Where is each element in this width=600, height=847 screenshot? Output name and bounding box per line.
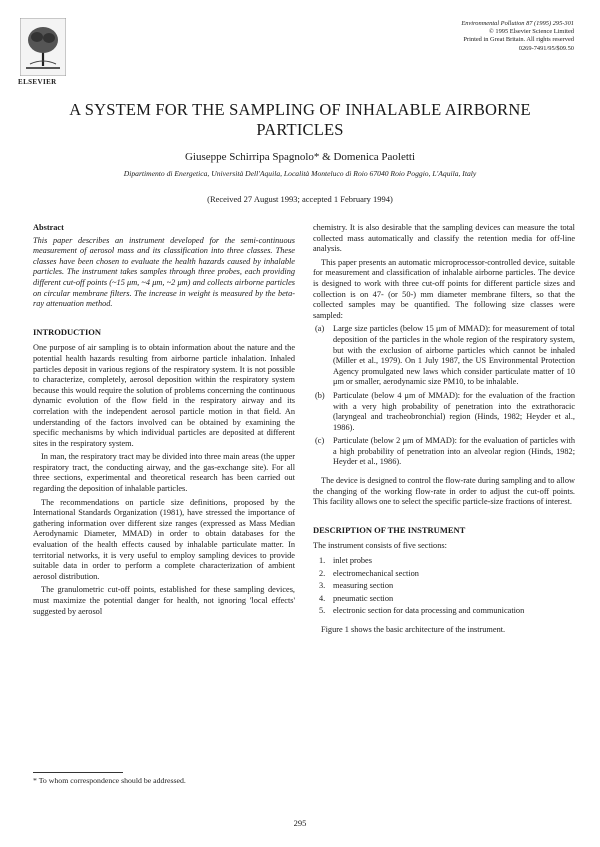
intro-paragraph-4: The granulometric cut-off points, established for these sampling devices, must maximize the potential danger for health, not ignoring 'local effects' suggested by aerosol — [33, 585, 295, 616]
footnote-divider — [33, 772, 123, 773]
right-paragraph-3: The device is designed to control the flow-rate during sampling and to allow the changing of the working flow-rate in order to adjust the cut-off points. This facility allows one to select the specific particle-size fractions of interest. — [313, 476, 575, 507]
list-item-number: 2. — [319, 568, 326, 578]
printed-line: Printed in Great Britain. All rights reserved — [463, 36, 574, 44]
intro-paragraph-2: In man, the respiratory tract may be divided into three main areas (the upper respiratory tract, the conducting airway, and the gas-exchange site). For all three sections, experimental and theoretical research has been carried out regarding the deposition of inhalable particles. — [33, 452, 295, 494]
intro-paragraph-1: One purpose of air sampling is to obtain information about the nature and the potential health hazards resulting from airborne particle inhalation. Inhaled particles deposit in various regions of the respiratory system. It is not possible to characterize, completely, aerosol deposition within the respiratory system because this would require the solution of problems concerning the continuous dynamic evolution of the flow field in the respiratory airway and its correlation with the independent aerosol particle motion in that field. An understanding of the factors involved can be obtained by examining the specific mechanisms by which individual particles are deposited at different sites in the respiratory system. — [33, 343, 295, 448]
list-item-number: 4. — [319, 593, 326, 603]
abstract-heading: Abstract — [33, 223, 64, 232]
list-item-text: inlet probes — [333, 556, 372, 566]
article-title: A SYSTEM FOR THE SAMPLING OF INHALABLE AIRBORNE PARTICLES — [69, 100, 531, 139]
article-authors: Giuseppe Schirripa Spagnolo* & Domenica Paoletti — [184, 151, 416, 163]
footnote: * To whom correspondence should be addressed. — [33, 776, 186, 785]
list-item-text: electromechanical section — [333, 568, 419, 578]
list-item — [313, 556, 575, 567]
intro-paragraph-3: The recommendations on particle size definitions, proposed by the International Standards Organization (1981), have stressed the importance of gathering information over different size ranges (expressed as Mass Median Aerodynamic Diameter, MMAD) in order to obtain databases for the evaluation of the health effects caused by inhalable particulate matter. In territorial networks, it is very useful to employ sampling devices to provide suitable data in order to perform a complete characterization of ambient aerosol distribution. — [33, 497, 295, 581]
list-item-text: Large size particles (below 15 μm of MMAD): for measurement of total deposition of the particles in the whole region of the respiratory system, but with the exclusion of airborne particles which cannot be inhaled (Miller et al., 1979). On 1 July 1987, the US Environmental Protection Agency promulgated new laws which consider particulate matter of 10 μm or smaller, aerodynamic size PM10, to be inhalable. — [333, 324, 575, 387]
publisher-name: ELSEVIER — [18, 78, 57, 86]
received-dates: (Received 27 August 1993; accepted 1 February 1994) — [207, 194, 393, 204]
size-class-list — [313, 324, 575, 468]
list-item-text: pneumatic section — [333, 593, 394, 603]
journal-citation: Environmental Pollution 87 (1995) 295-301 — [461, 20, 574, 27]
list-item-mark: (b) — [315, 390, 325, 400]
list-item — [313, 606, 575, 617]
list-item — [313, 581, 575, 592]
list-item-number: 5. — [319, 606, 326, 616]
list-item — [313, 391, 575, 433]
issn-line: 0269-7491/95/$09.50 — [518, 44, 574, 52]
right-column — [313, 223, 575, 639]
list-item — [313, 569, 575, 580]
list-item — [313, 594, 575, 605]
instrument-heading: DESCRIPTION OF THE INSTRUMENT — [313, 524, 466, 535]
instrument-intro: The instrument consists of five sections: — [313, 541, 447, 551]
list-item-text: Particulate (below 2 μm of MMAD): for the evaluation of particles with a high probability of penetration into an alveolar region (Hinds, 1982; Heyder et al., 1986). — [333, 436, 575, 467]
instrument-section-list — [313, 556, 575, 617]
publisher-logo — [20, 18, 66, 76]
introduction-heading: INTRODUCTION — [33, 326, 102, 337]
closing-paragraph: Figure 1 shows the basic architecture of the instrument. — [321, 625, 506, 634]
list-item-number: 1. — [319, 556, 326, 566]
list-item-text: electronic section for data processing and communication — [333, 606, 525, 616]
right-paragraph-2: This paper presents an automatic microprocessor-controlled device, suitable for measurement and classification of inhalable airborne particles. The device is designed to work with three cut-off points for different particle sizes and collection is on 47- (or 50-) mm diameter membrane filters, so that the collected samples may be quantified. The following size classes were sampled: — [313, 257, 575, 320]
list-item-text: measuring section — [333, 581, 394, 591]
right-paragraph-1: chemistry. It is also desirable that the sampling devices can measure the total collected mass automatically and classify the retention media for off-line analysis. — [313, 223, 575, 254]
list-item-number: 3. — [319, 581, 326, 591]
list-item-mark: (c) — [315, 436, 325, 446]
list-item-text: Particulate (below 4 μm of MMAD): for the evaluation of the fraction with a very high probability of penetration into the extrathoracic (laryngeal and tracheobronchial) region (Hinds, 1982; Heyder et al., 1986). — [333, 390, 575, 432]
copyright-line: © 1995 Elsevier Science Limited — [488, 28, 574, 36]
elsevier-tree-icon — [20, 18, 66, 76]
list-item — [313, 324, 575, 388]
article-affiliation: Dipartimento di Energetica, Università Dell'Aquila, Località Monteluco di Roio 67040 Roio Poggio, L'Aquila, Italy — [123, 169, 477, 178]
list-item — [313, 436, 575, 468]
abstract-text: This paper describes an instrument developed for the semi-continuous measurement of aerosol mass and its classification into three classes. These classes have been chosen to evaluate the health hazards caused by inhalable particles. The instrument takes samples through three probes, each providing different cut-off points (~15 μm, ~4 μm, ~2 μm) and collects airborne particles on circular membrane filters. The increase in weight is measured by the beta-ray attenuation method. — [33, 235, 295, 309]
left-column — [33, 223, 295, 620]
page-number: 295 — [293, 818, 307, 828]
journal-info — [344, 20, 574, 53]
list-item-mark: (a) — [315, 324, 325, 334]
